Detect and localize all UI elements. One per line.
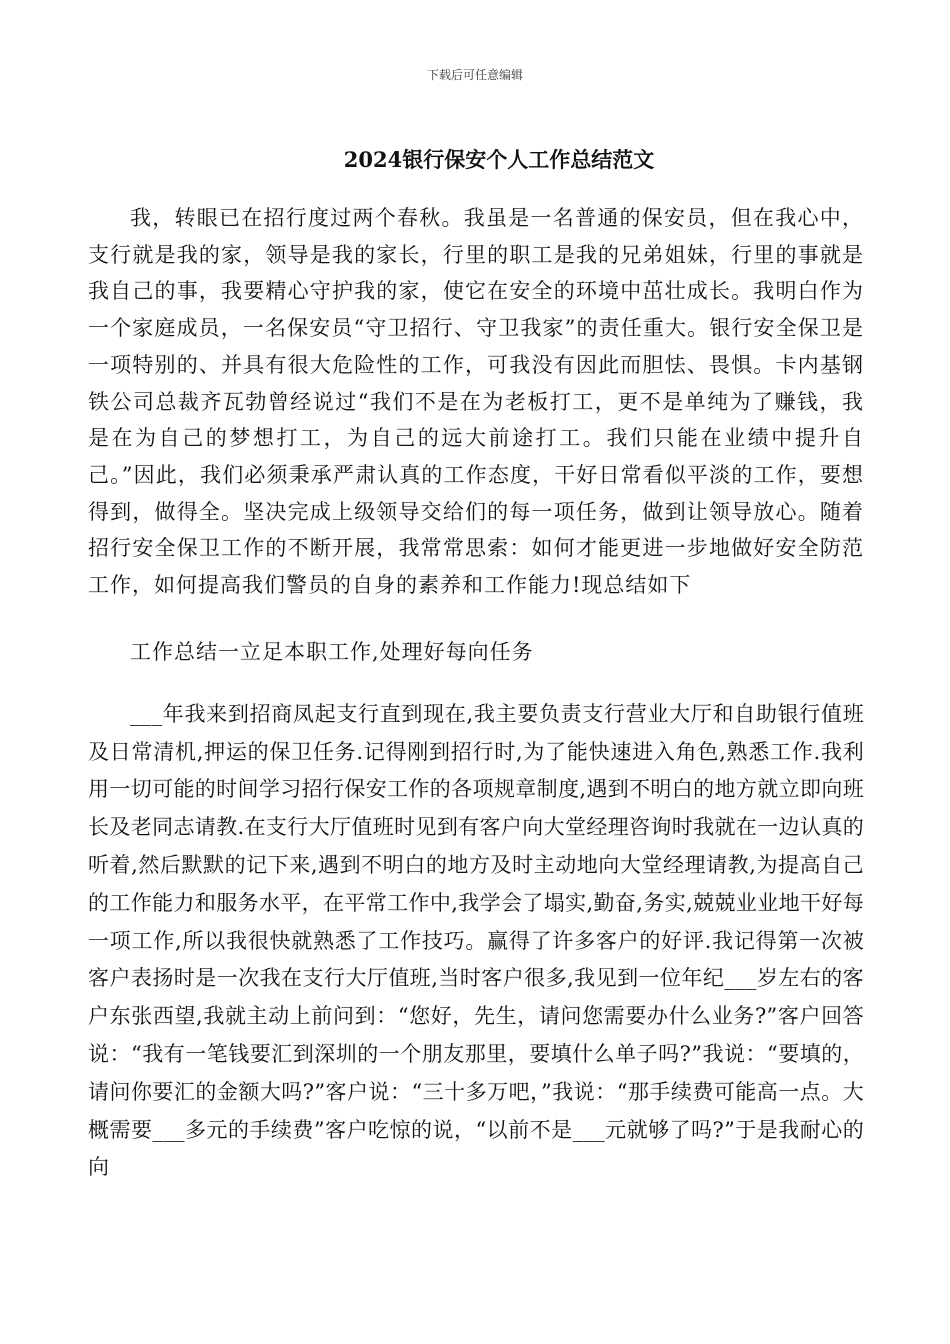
header-note: 下载后可任意编辑 <box>426 68 523 82</box>
intro-paragraph: 我，转眼已在招行度过两个春秋。我虽是一名普通的保安员，但在我心中，支行就是我的家，领导是我的家长，行里的职工是我的兄弟姐妹，行里的事就是我自己的事，我要精心守护我的家，使它在安全的环境中茁壮成长。我明白作为一个家庭成员，一名保安员“守卫招行、守卫我家”的责任重大。银行安全保卫是一项特别的、并具有很大危险性的工作，可我没有因此而胆怯、畏惧。卡内基钢铁公司总裁齐瓦勃曾经说过“我们不是在为老板打工，更不是单纯为了赚钱，我是在为自己的梦想打工，为自己的远大前途打工。我们只能在业绩中提升自己。”因此，我们必须秉承严肃认真的工作态度，干好日常看似平淡的工作，要想得到，做得全。坚决完成上级领导交给们的每一项任务，做到让领导放心。随着招行安全保卫工作的不断开展，我常常思索：如何才能更进一步地做好安全防范工作，如何提高我们警员的自身的素养和工作能力!现总结如下 <box>88 206 864 598</box>
section-paragraph: ___年我来到招商凤起支行直到现在,我主要负责支行营业大厅和自助银行值班及日常清机,押运的保卫任务.记得刚到招行时,为了能快速进入角色,熟悉工作.我利用一切可能的时间学习招行保安工作的各项规章制度,遇到不明白的地方就立即向班长及老同志请教.在支行大厅值班时见到有客户向大堂经理咨询时我就在一边认真的听着,然后默默的记下来,遇到不明白的地方及时主动地向大堂经理请教,为提高自己的工作能力和服务水平，在平常工作中,我学会了塌实,勤奋,务实,兢兢业业地干好每一项工作,所以我很快就熟悉了工作技巧。赢得了许多客户的好评.我记得第一次被客户表扬时是一次我在支行大厅值班,当时客户很多,我见到一位年纪___岁左右的客户东张西望,我就主动上前问到：“您好，先生，请问您需要办什么业务?”客户回答说：“我有一笔钱要汇到深圳的一个朋友那里，要填什么单子吗?”我说：“要填的，请问你要汇的金额大吗?”客户说：“三十多万吧，”我说：“那手续费可能高一点。大概需要___多元的手续费”客户吃惊的说，“以前不是___元就够了吗?”于是我耐心的向 <box>88 701 864 1180</box>
document-body <box>88 200 864 1187</box>
section-heading: 工作总结一立足本职工作,处理好每向任务 <box>130 639 534 664</box>
document-title: 2024银行保安个人工作总结范文 <box>343 147 655 172</box>
